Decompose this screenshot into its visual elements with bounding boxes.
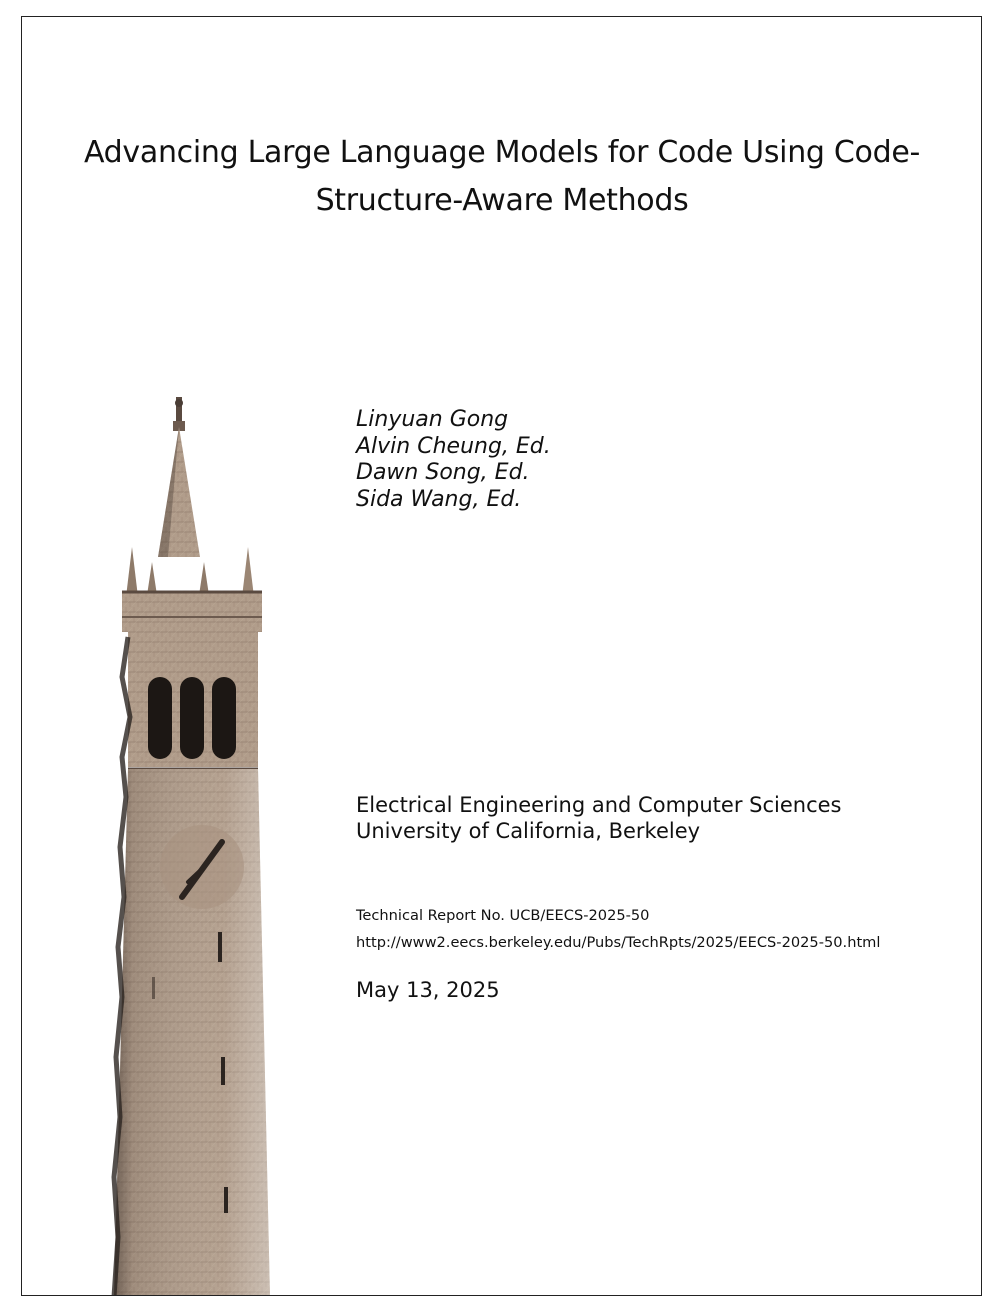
page-frame: [21, 16, 982, 1296]
university: University of California, Berkeley: [356, 819, 701, 843]
tower-pinnacle-right: [242, 547, 254, 597]
author-name: Linyuan Gong: [356, 407, 509, 432]
editor-name: Alvin Cheung, Ed.: [356, 433, 551, 459]
report-url[interactable]: http://www2.eecs.berkeley.edu/Pubs/TechRpts/2025/EECS-2025-50.html: [356, 934, 881, 951]
sather-tower-image: [92, 377, 292, 1296]
editor-name: Sida Wang, Ed.: [356, 486, 522, 512]
report-info: [356, 902, 880, 956]
author-list: [356, 407, 551, 513]
affiliation: [356, 792, 841, 844]
title-line-1: Advancing Large Language Models for Code Using Code-: [83, 135, 921, 170]
report-number: Technical Report No. UCB/EECS-2025-50: [356, 907, 650, 924]
tower-pinnacle-left: [126, 547, 138, 597]
tower-finial: [173, 397, 185, 431]
title-line-2: Structure-Aware Methods: [315, 183, 689, 218]
belfry-openings: [148, 677, 236, 759]
editor-name: Dawn Song, Ed.: [356, 460, 530, 485]
department: Electrical Engineering and Computer Sciences: [356, 793, 842, 817]
publication-date: May 13, 2025: [356, 978, 500, 1002]
clock-face: [160, 825, 244, 909]
page-title: [82, 129, 922, 225]
